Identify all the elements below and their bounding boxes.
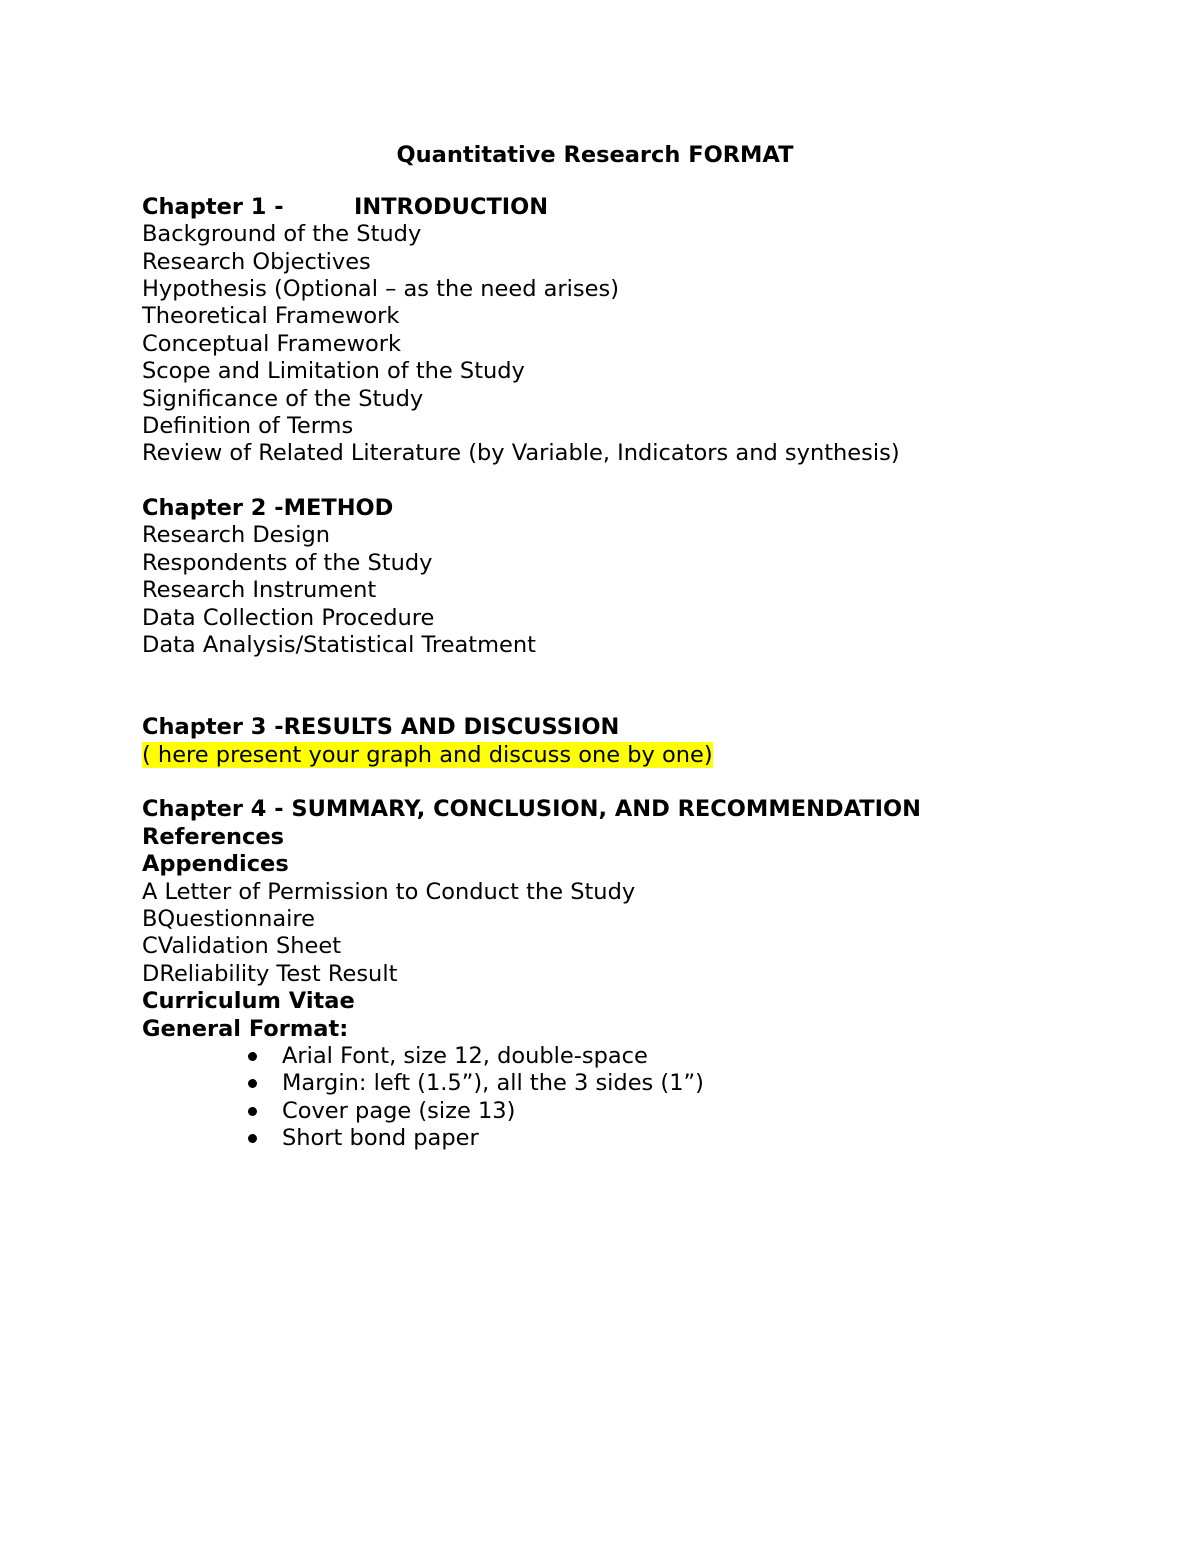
appendices-heading: Appendices xyxy=(142,851,289,878)
chapter-3-heading: Chapter 3 -RESULTS AND DISCUSSION xyxy=(142,714,620,741)
chapter-1-title: INTRODUCTION xyxy=(354,193,549,220)
document-body xyxy=(142,139,1062,1152)
chapter-1-label: Chapter 1 - xyxy=(142,193,284,220)
chapter-1-item: Hypothesis (Optional – as the need arises) xyxy=(142,275,619,302)
appendix-item: BQuestionnaire xyxy=(142,905,315,932)
chapter-1-item: Definition of Terms xyxy=(142,412,354,439)
bullet-icon xyxy=(248,1107,257,1116)
list-item-text: Margin: left (1.5”), all the 3 sides (1”) xyxy=(282,1070,704,1097)
bullet-icon xyxy=(248,1052,257,1061)
general-format-list xyxy=(142,1043,1062,1153)
spacer xyxy=(142,769,1062,796)
chapter-2-item: Data Collection Procedure xyxy=(142,604,435,631)
list-item xyxy=(142,1070,1062,1097)
chapter-4-heading: Chapter 4 - SUMMARY, CONCLUSION, AND RECOMMENDATION xyxy=(142,796,921,823)
list-item-text: Cover page (size 13) xyxy=(282,1097,516,1124)
spacer xyxy=(142,659,1062,714)
bullet-icon xyxy=(248,1134,257,1143)
chapter-2-item: Research Design xyxy=(142,522,331,549)
list-item xyxy=(142,1125,1062,1152)
appendix-item: A Letter of Permission to Conduct the Study xyxy=(142,878,636,905)
curriculum-vitae-heading: Curriculum Vitae xyxy=(142,988,355,1015)
references-heading: References xyxy=(142,823,284,850)
general-format-heading: General Format: xyxy=(142,1015,349,1042)
list-item-text: Arial Font, size 12, double-space xyxy=(282,1042,648,1069)
chapter-1-item: Significance of the Study xyxy=(142,385,424,412)
chapter-3-note: ( here present your graph and discuss one by one) xyxy=(142,741,713,768)
bullet-icon xyxy=(248,1079,257,1088)
list-item-text: Short bond paper xyxy=(282,1125,479,1152)
chapter-2-item: Research Instrument xyxy=(142,577,377,604)
chapter-1-item: Review of Related Literature (by Variable, Indicators and synthesis) xyxy=(142,440,900,467)
chapter-2-heading: Chapter 2 -METHOD xyxy=(142,495,394,522)
chapter-1-item: Scope and Limitation of the Study xyxy=(142,358,525,385)
chapter-1-heading xyxy=(142,194,1062,221)
chapter-2-item: Data Analysis/Statistical Treatment xyxy=(142,632,536,659)
document-title: Quantitative Research FORMAT xyxy=(396,142,794,168)
appendix-item: DReliability Test Result xyxy=(142,960,398,987)
chapter-2-item: Respondents of the Study xyxy=(142,549,433,576)
chapter-1-item: Background of the Study xyxy=(142,221,422,248)
list-item xyxy=(142,1043,1062,1070)
chapter-1-item: Conceptual Framework xyxy=(142,330,402,357)
list-item xyxy=(142,1098,1062,1125)
spacer xyxy=(142,468,1062,495)
chapter-1-item: Research Objectives xyxy=(142,248,371,275)
appendix-item: CValidation Sheet xyxy=(142,933,342,960)
chapter-1-item: Theoretical Framework xyxy=(142,303,400,330)
